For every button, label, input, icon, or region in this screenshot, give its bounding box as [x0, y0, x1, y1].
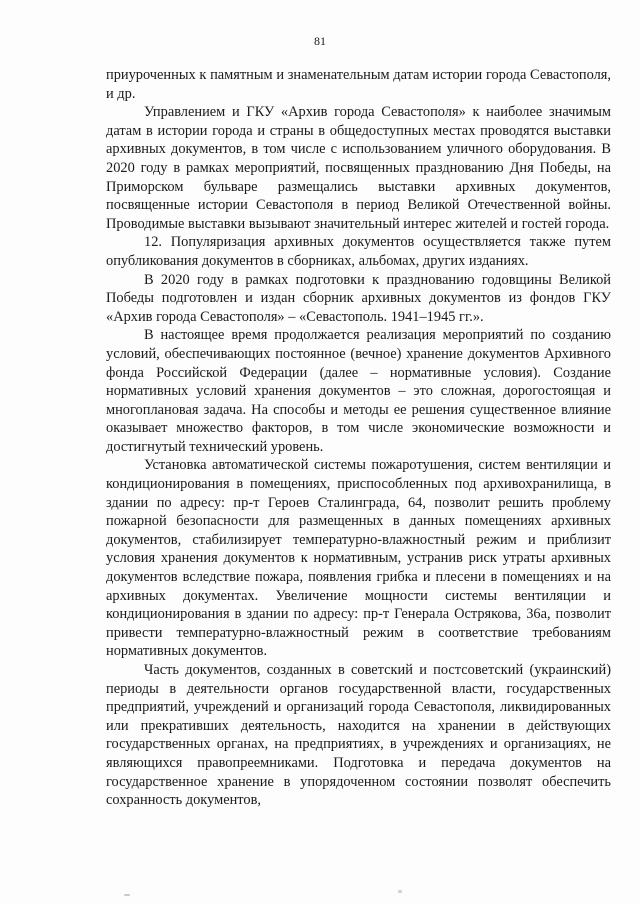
paragraph-fire-safety: Установка автоматической системы пожаротушения, систем вентиляции и кондиционирования в помещениях, приспособленных под архивохранилища, в здании по адресу: пр-т Героев Сталинграда, 64, позволит решить проблему пожарной безопасности для размещенных в данных помещениях архивных документов, стабилизирует температурно-влажностный режим и приблизит условия хранения документов к нормативным, устранив риск утраты архивных документов вследствие пожара, появления грибка и плесени в помещениях и на архивных документах. Увеличение мощности системы вентиляции и кондиционирования в здании по адресу: пр-т Генерала Острякова, 36а, позволит привести температурно-влажностный режим в соответствие требованиям нормативных документов.	[106, 457, 611, 660]
paragraph-publications: 12. Популяризация архивных документов осуществляется также путем опубликования документов в сборниках, альбомах, других изданиях.	[106, 234, 611, 269]
paragraph-exhibitions: Управлением и ГКУ «Архив города Севастополя» к наиболее значимым датам в истории города и страны в общедоступных местах проводятся выставки архивных документов, в том числе с использованием уличного оборудования. В 2020 году в рамках мероприятий, посвященных празднованию Дня Победы, на Приморском бульваре размещались выставки архивных документов, посвященные истории Севастополя в период Великой Отечественной войны. Проводимые выставки вызывают значительный интерес жителей и гостей города.	[106, 104, 611, 232]
paragraph-continuation: приуроченных к памятным и знаменательным датам истории города Севастополя, и др.	[106, 67, 611, 102]
body-text	[106, 66, 611, 810]
scan-artifact	[398, 890, 402, 893]
paragraph-storage-conditions: В настоящее время продолжается реализация мероприятий по созданию условий, обеспечивающих постоянное (вечное) хранение документов Архивного фонда Российской Федерации (далее – нормативные условия). Создание нормативных условий хранения документов – это сложная, дорогостоящая и многоплановая задача. На способы и методы ее решения существенное влияние оказывает множество факторов, в том числе экономические возможности и достигнутый технический уровень.	[106, 327, 611, 455]
paragraph-soviet-documents: Часть документов, созданных в советский и постсоветский (украинский) периоды в деятельности органов государственной власти, государственных предприятий, учреждений и организаций города Севастополя, ликвидированных или прекративших деятельность, находится на хранении в действующих государственных органах, на предприятиях, в учреждениях и организациях, не являющихся правопреемниками. Подготовка и передача документов на государственное хранение в упорядоченном состоянии позволят обеспечить сохранность документов,	[106, 662, 611, 809]
paragraph-victory-collection: В 2020 году в рамках подготовки к празднованию годовщины Великой Победы подготовлен и издан сборник архивных документов из фондов ГКУ «Архив города Севастополя» – «Севастополь. 1941–1945 гг.».	[106, 271, 611, 325]
page-number: 81	[314, 34, 326, 48]
scan-artifact	[124, 894, 130, 896]
